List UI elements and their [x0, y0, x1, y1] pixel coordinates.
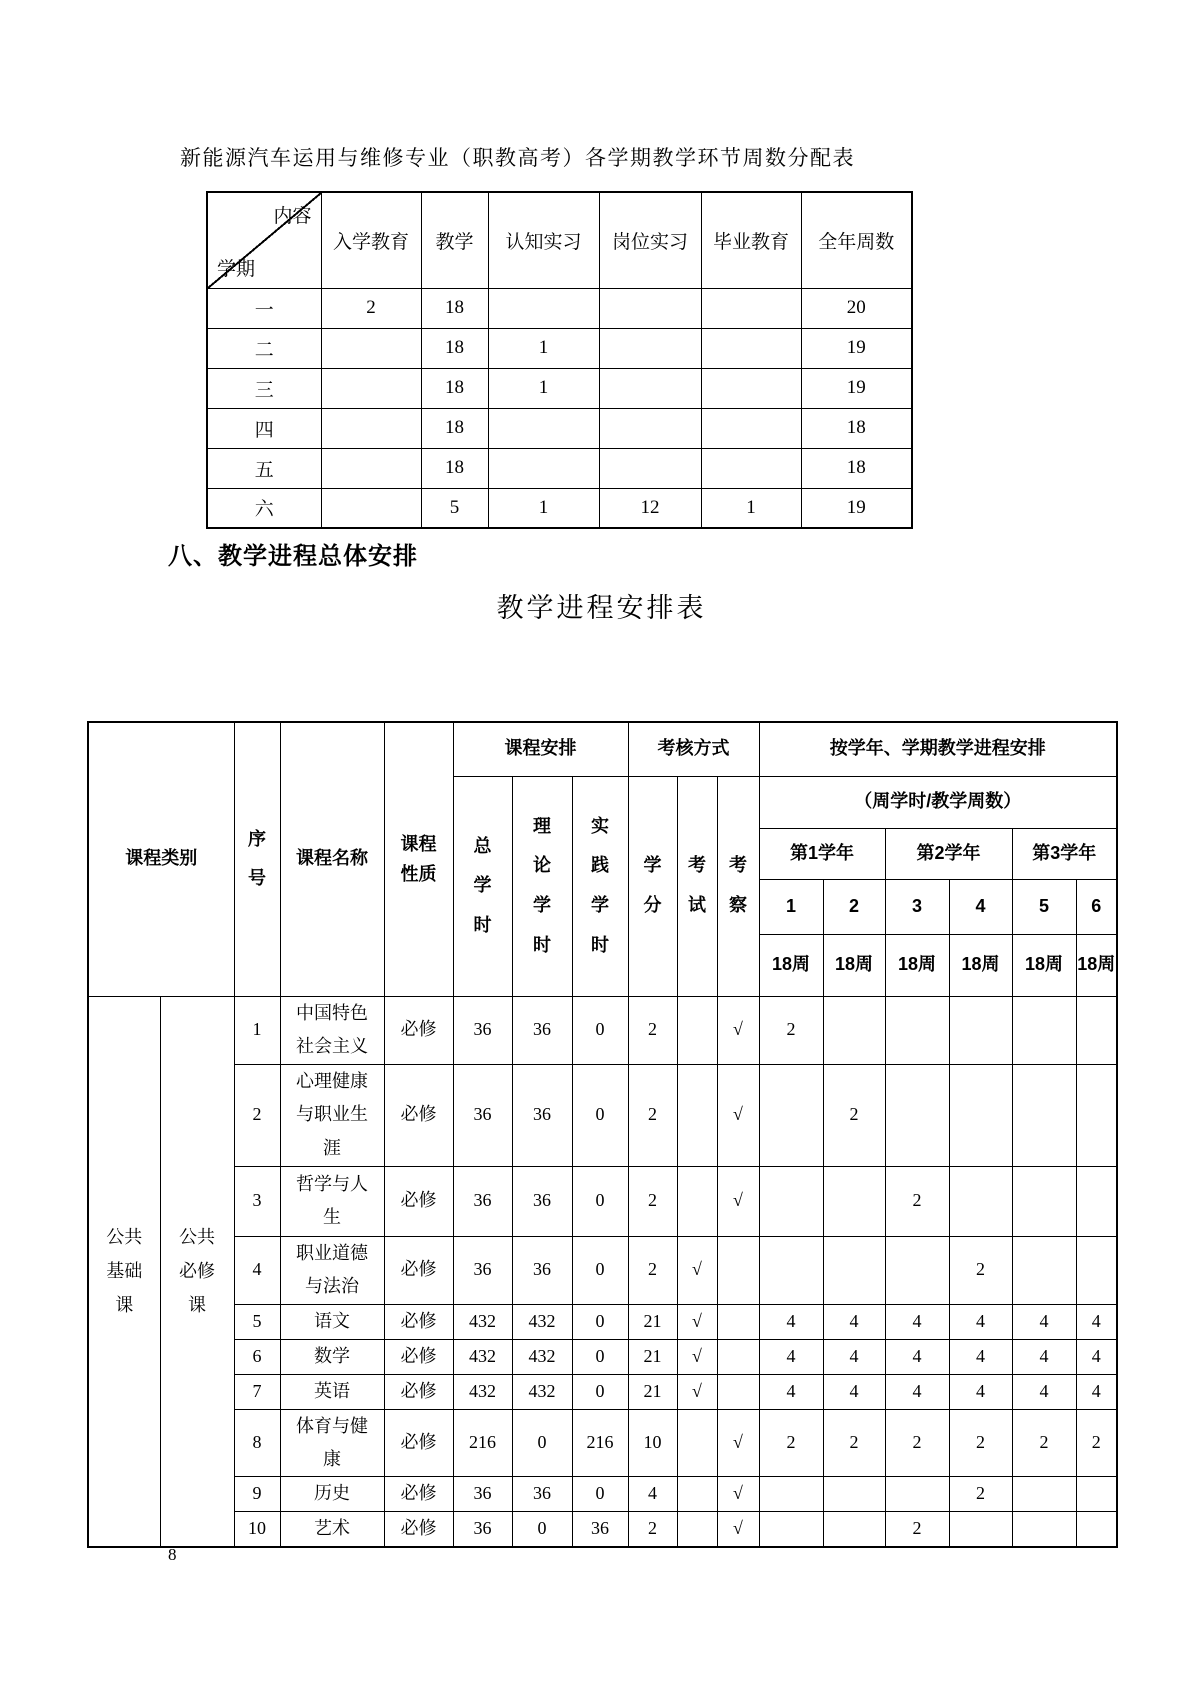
course-name: [280, 1409, 384, 1477]
course-index: 10: [234, 1512, 280, 1547]
semester-hours-cell: 4: [1076, 1304, 1117, 1339]
table-cell: [321, 408, 421, 448]
page-number: 8: [168, 1545, 177, 1564]
table-cell: [701, 288, 801, 328]
header-semester-4: 4: [949, 879, 1012, 934]
semester-hours-cell: 4: [1012, 1374, 1076, 1409]
theory-hours-cell: 36: [512, 1477, 572, 1512]
header-index: [234, 722, 280, 996]
table-cell: [599, 448, 701, 488]
semester-hours-cell: 4: [823, 1374, 885, 1409]
table-cell: 18: [421, 448, 488, 488]
total-hours-cell: 36: [453, 1166, 512, 1236]
table-cell: [599, 368, 701, 408]
total-hours-cell: 432: [453, 1374, 512, 1409]
semester-hours-cell: 2: [1012, 1409, 1076, 1477]
semester-hours-cell: [759, 1512, 823, 1547]
table-cell: 12: [599, 488, 701, 528]
semester-hours-cell: 2: [885, 1166, 949, 1236]
semester-hours-cell: [949, 1064, 1012, 1166]
semester-hours-cell: 4: [759, 1304, 823, 1339]
course-name-label: 中国特色社会主义: [295, 1002, 368, 1056]
header-year-1: 第1学年: [759, 828, 885, 879]
semester-hours-cell: [885, 1064, 949, 1166]
theory-hours-cell: 432: [512, 1339, 572, 1374]
exam-check-cell: √: [677, 1304, 717, 1339]
semester-hours-cell: 2: [759, 996, 823, 1064]
course-index: 7: [234, 1374, 280, 1409]
theory-hours-cell: 0: [512, 1409, 572, 1477]
header-weeks-4: 18周: [949, 934, 1012, 996]
semester-hours-cell: 4: [949, 1304, 1012, 1339]
course-nature: 必修: [384, 1374, 453, 1409]
table-cell: 18: [421, 328, 488, 368]
header-semester-6: 6: [1076, 879, 1117, 934]
inspection-check-cell: √: [717, 996, 759, 1064]
semester-hours-cell: [1076, 1166, 1117, 1236]
table-cell: 20: [801, 288, 912, 328]
semester-hours-cell: [1012, 1064, 1076, 1166]
table-cell: 1: [488, 368, 599, 408]
header-theory-hours-label: 理论学时: [532, 815, 551, 955]
course-index: 4: [234, 1236, 280, 1304]
header-weeks-6: 18周: [1076, 934, 1117, 996]
semester-hours-cell: 4: [823, 1339, 885, 1374]
semester-label: 六: [207, 488, 321, 528]
header-course-nature: [384, 722, 453, 996]
course-row: [88, 1064, 1117, 1166]
course-name: [280, 1374, 384, 1409]
exam-check-cell: √: [677, 1374, 717, 1409]
header-inspection: [717, 776, 759, 996]
header-total-hours: [453, 776, 512, 996]
credits-cell: 21: [628, 1339, 677, 1374]
course-index: 5: [234, 1304, 280, 1339]
diagonal-header-cell: [207, 192, 321, 288]
column-header-post-practice: 岗位实习: [599, 192, 701, 288]
table-cell: [321, 488, 421, 528]
total-hours-cell: 36: [453, 1236, 512, 1304]
table-row: [207, 488, 912, 528]
semester-hours-cell: [949, 996, 1012, 1064]
schedule-table: [87, 721, 1118, 1548]
semester-hours-cell: [1012, 1236, 1076, 1304]
table-cell: 18: [801, 448, 912, 488]
semester-hours-cell: [823, 1512, 885, 1547]
semester-hours-cell: 4: [1076, 1374, 1117, 1409]
column-header-enrollment-education: 入学教育: [321, 192, 421, 288]
header-weeks-5: 18周: [1012, 934, 1076, 996]
semester-hours-cell: [1076, 1236, 1117, 1304]
inspection-check-cell: √: [717, 1166, 759, 1236]
header-year-2: 第2学年: [885, 828, 1012, 879]
practice-hours-cell: 0: [572, 1064, 628, 1166]
header-credits: [628, 776, 677, 996]
semester-hours-cell: [759, 1166, 823, 1236]
inspection-check-cell: √: [717, 1477, 759, 1512]
semester-hours-cell: [1076, 1512, 1117, 1547]
table-cell: [488, 448, 599, 488]
table-cell: [701, 328, 801, 368]
course-nature: 必修: [384, 996, 453, 1064]
course-nature: 必修: [384, 1409, 453, 1477]
semester-label: 四: [207, 408, 321, 448]
course-index: 9: [234, 1477, 280, 1512]
header-course-nature-label: 课程性质: [400, 833, 437, 885]
total-hours-cell: 432: [453, 1339, 512, 1374]
semester-hours-cell: 2: [949, 1477, 1012, 1512]
header-index-label: 序号: [247, 828, 266, 889]
table-cell: [321, 448, 421, 488]
table-cell: [321, 328, 421, 368]
credits-cell: 2: [628, 1166, 677, 1236]
credits-cell: 2: [628, 1236, 677, 1304]
header-practice-hours-label: 实践学时: [590, 815, 609, 955]
category-public-basic-label: 公共基础课: [106, 1226, 143, 1316]
table-cell: [488, 288, 599, 328]
header-total-hours-label: 总学时: [473, 835, 492, 935]
exam-check-cell: [677, 1409, 717, 1477]
schedule-table-title: 教学进程安排表: [496, 593, 707, 623]
column-header-teaching: 教学: [421, 192, 488, 288]
semester-hours-cell: [1012, 1166, 1076, 1236]
course-name: [280, 1304, 384, 1339]
semester-hours-cell: [1012, 1477, 1076, 1512]
practice-hours-cell: 0: [572, 1304, 628, 1339]
table-cell: 5: [421, 488, 488, 528]
semester-hours-cell: [759, 1236, 823, 1304]
credits-cell: 4: [628, 1477, 677, 1512]
semester-hours-cell: 2: [885, 1512, 949, 1547]
theory-hours-cell: 432: [512, 1304, 572, 1339]
total-hours-cell: 36: [453, 1477, 512, 1512]
semester-label: 三: [207, 368, 321, 408]
course-nature: 必修: [384, 1477, 453, 1512]
schedule-header-row: [88, 722, 1117, 776]
theory-hours-cell: 36: [512, 1166, 572, 1236]
column-header-graduation-education: 毕业教育: [701, 192, 801, 288]
header-group-progress: 按学年、学期教学进程安排: [759, 722, 1117, 776]
table-cell: 1: [701, 488, 801, 528]
course-nature: 必修: [384, 1304, 453, 1339]
header-weeks-2: 18周: [823, 934, 885, 996]
table-cell: [488, 408, 599, 448]
credits-cell: 10: [628, 1409, 677, 1477]
corner-label-semester: 学期: [217, 258, 256, 280]
header-practice-hours: [572, 776, 628, 996]
header-inspection-label: 考察: [728, 855, 747, 915]
course-index: 8: [234, 1409, 280, 1477]
course-index: 3: [234, 1166, 280, 1236]
semester-hours-cell: [823, 1166, 885, 1236]
course-name: [280, 1339, 384, 1374]
course-name-label: 体育与健康: [295, 1415, 368, 1469]
semester-hours-cell: [759, 1064, 823, 1166]
total-hours-cell: 36: [453, 996, 512, 1064]
course-name: [280, 1064, 384, 1166]
credits-cell: 21: [628, 1304, 677, 1339]
course-name: [280, 1477, 384, 1512]
semester-hours-cell: [823, 1477, 885, 1512]
semester-hours-cell: 4: [885, 1374, 949, 1409]
inspection-check-cell: √: [717, 1512, 759, 1547]
course-row: [88, 1236, 1117, 1304]
table-cell: [701, 368, 801, 408]
practice-hours-cell: 36: [572, 1512, 628, 1547]
exam-check-cell: √: [677, 1236, 717, 1304]
semester-hours-cell: [1012, 1512, 1076, 1547]
course-name-label: 职业道德与法治: [295, 1242, 368, 1296]
header-semester-5: 5: [1012, 879, 1076, 934]
category-public-basic: [88, 996, 160, 1547]
course-name-label: 英语: [313, 1380, 350, 1401]
course-nature: 必修: [384, 1166, 453, 1236]
practice-hours-cell: 0: [572, 1166, 628, 1236]
header-progress-note: （周学时/教学周数）: [759, 776, 1117, 828]
exam-check-cell: √: [677, 1339, 717, 1374]
course-name-label: 数学: [313, 1345, 350, 1366]
exam-check-cell: [677, 1064, 717, 1166]
semester-label: 二: [207, 328, 321, 368]
course-name-label: 历史: [313, 1483, 350, 1504]
practice-hours-cell: 0: [572, 1339, 628, 1374]
table-cell: 2: [321, 288, 421, 328]
section-heading: 八、教学进程总体安排: [168, 543, 418, 570]
table-cell: [599, 288, 701, 328]
inspection-check-cell: [717, 1339, 759, 1374]
semester-hours-cell: 2: [885, 1409, 949, 1477]
semester-hours-cell: 2: [1076, 1409, 1117, 1477]
inspection-check-cell: √: [717, 1409, 759, 1477]
semester-hours-cell: [885, 996, 949, 1064]
semester-hours-cell: 4: [1012, 1304, 1076, 1339]
course-nature: 必修: [384, 1339, 453, 1374]
corner-label-content: 内容: [273, 206, 312, 227]
semester-hours-cell: [885, 1477, 949, 1512]
table-cell: [701, 408, 801, 448]
weeks-table-title: 新能源汽车运用与维修专业（职教高考）各学期教学环节周数分配表: [180, 146, 855, 170]
semester-hours-cell: 4: [759, 1374, 823, 1409]
practice-hours-cell: 0: [572, 1374, 628, 1409]
semester-hours-cell: 2: [759, 1409, 823, 1477]
semester-hours-cell: [1076, 1477, 1117, 1512]
theory-hours-cell: 36: [512, 1236, 572, 1304]
course-name-label: 艺术: [313, 1518, 350, 1539]
total-hours-cell: 216: [453, 1409, 512, 1477]
semester-label: 五: [207, 448, 321, 488]
practice-hours-cell: 0: [572, 1477, 628, 1512]
table-row: [207, 368, 912, 408]
category-public-required: [160, 996, 234, 1547]
semester-hours-cell: [949, 1512, 1012, 1547]
theory-hours-cell: 432: [512, 1374, 572, 1409]
category-public-required-label: 公共必修课: [178, 1226, 215, 1316]
semester-hours-cell: 4: [1076, 1339, 1117, 1374]
total-hours-cell: 432: [453, 1304, 512, 1339]
table-cell: 18: [801, 408, 912, 448]
theory-hours-cell: 0: [512, 1512, 572, 1547]
course-row: [88, 1166, 1117, 1236]
course-name: [280, 1236, 384, 1304]
course-row: [88, 1374, 1117, 1409]
header-exam-label: 考试: [687, 855, 706, 915]
practice-hours-cell: 0: [572, 996, 628, 1064]
total-hours-cell: 36: [453, 1064, 512, 1166]
semester-hours-cell: [823, 996, 885, 1064]
table-cell: 18: [421, 368, 488, 408]
semester-hours-cell: [823, 1236, 885, 1304]
inspection-check-cell: [717, 1236, 759, 1304]
semester-hours-cell: 4: [949, 1339, 1012, 1374]
header-group-assessment: 考核方式: [628, 722, 759, 776]
semester-hours-cell: 4: [1012, 1339, 1076, 1374]
course-row: [88, 1339, 1117, 1374]
course-index: 1: [234, 996, 280, 1064]
semester-hours-cell: [949, 1166, 1012, 1236]
semester-hours-cell: 4: [885, 1304, 949, 1339]
table-row: [207, 408, 912, 448]
course-nature: 必修: [384, 1236, 453, 1304]
semester-hours-cell: [1012, 996, 1076, 1064]
header-exam: [677, 776, 717, 996]
exam-check-cell: [677, 996, 717, 1064]
header-weeks-1: 18周: [759, 934, 823, 996]
table-cell: [321, 368, 421, 408]
exam-check-cell: [677, 1477, 717, 1512]
weeks-table-header-row: [207, 192, 912, 288]
table-cell: 19: [801, 368, 912, 408]
semester-hours-cell: [1076, 1064, 1117, 1166]
table-cell: [599, 328, 701, 368]
table-cell: [701, 448, 801, 488]
credits-cell: 2: [628, 996, 677, 1064]
course-name: [280, 1512, 384, 1547]
semester-hours-cell: 4: [949, 1374, 1012, 1409]
header-course-name: 课程名称: [280, 722, 384, 996]
course-index: 6: [234, 1339, 280, 1374]
header-group-arrangement: 课程安排: [453, 722, 628, 776]
course-row: [88, 1304, 1117, 1339]
header-year-3: 第3学年: [1012, 828, 1117, 879]
course-name: [280, 996, 384, 1064]
header-credits-label: 学分: [643, 855, 662, 915]
course-row: [88, 996, 1117, 1064]
semester-hours-cell: [1076, 996, 1117, 1064]
semester-hours-cell: 4: [823, 1304, 885, 1339]
credits-cell: 2: [628, 1064, 677, 1166]
semester-hours-cell: 4: [759, 1339, 823, 1374]
semester-hours-cell: 2: [949, 1409, 1012, 1477]
credits-cell: 21: [628, 1374, 677, 1409]
header-weeks-3: 18周: [885, 934, 949, 996]
semester-hours-cell: 2: [823, 1409, 885, 1477]
table-cell: 19: [801, 328, 912, 368]
table-cell: [599, 408, 701, 448]
total-hours-cell: 36: [453, 1512, 512, 1547]
column-header-cognitive-practice: 认知实习: [488, 192, 599, 288]
course-name-label: 哲学与人生: [295, 1173, 368, 1227]
course-name-label: 语文: [313, 1310, 350, 1331]
table-cell: 19: [801, 488, 912, 528]
table-row: [207, 288, 912, 328]
table-row: [207, 328, 912, 368]
course-nature: 必修: [384, 1064, 453, 1166]
inspection-check-cell: √: [717, 1064, 759, 1166]
course-row: [88, 1409, 1117, 1477]
table-cell: 1: [488, 328, 599, 368]
table-row: [207, 448, 912, 488]
practice-hours-cell: 216: [572, 1409, 628, 1477]
semester-label: 一: [207, 288, 321, 328]
semester-hours-cell: 2: [823, 1064, 885, 1166]
course-index: 2: [234, 1064, 280, 1166]
theory-hours-cell: 36: [512, 996, 572, 1064]
inspection-check-cell: [717, 1304, 759, 1339]
course-row: [88, 1512, 1117, 1547]
header-semester-2: 2: [823, 879, 885, 934]
semester-hours-cell: [885, 1236, 949, 1304]
inspection-check-cell: [717, 1374, 759, 1409]
header-theory-hours: [512, 776, 572, 996]
header-course-category: 课程类别: [88, 722, 234, 996]
practice-hours-cell: 0: [572, 1236, 628, 1304]
course-name: [280, 1166, 384, 1236]
column-header-total-weeks: 全年周数: [801, 192, 912, 288]
table-cell: 18: [421, 408, 488, 448]
semester-hours-cell: 4: [885, 1339, 949, 1374]
semester-hours-cell: 2: [949, 1236, 1012, 1304]
weeks-table: [206, 191, 913, 529]
header-semester-1: 1: [759, 879, 823, 934]
exam-check-cell: [677, 1166, 717, 1236]
theory-hours-cell: 36: [512, 1064, 572, 1166]
exam-check-cell: [677, 1512, 717, 1547]
semester-hours-cell: [759, 1477, 823, 1512]
course-row: [88, 1477, 1117, 1512]
table-cell: 18: [421, 288, 488, 328]
credits-cell: 2: [628, 1512, 677, 1547]
course-nature: 必修: [384, 1512, 453, 1547]
header-semester-3: 3: [885, 879, 949, 934]
table-cell: 1: [488, 488, 599, 528]
course-name-label: 心理健康与职业生涯: [295, 1071, 368, 1158]
